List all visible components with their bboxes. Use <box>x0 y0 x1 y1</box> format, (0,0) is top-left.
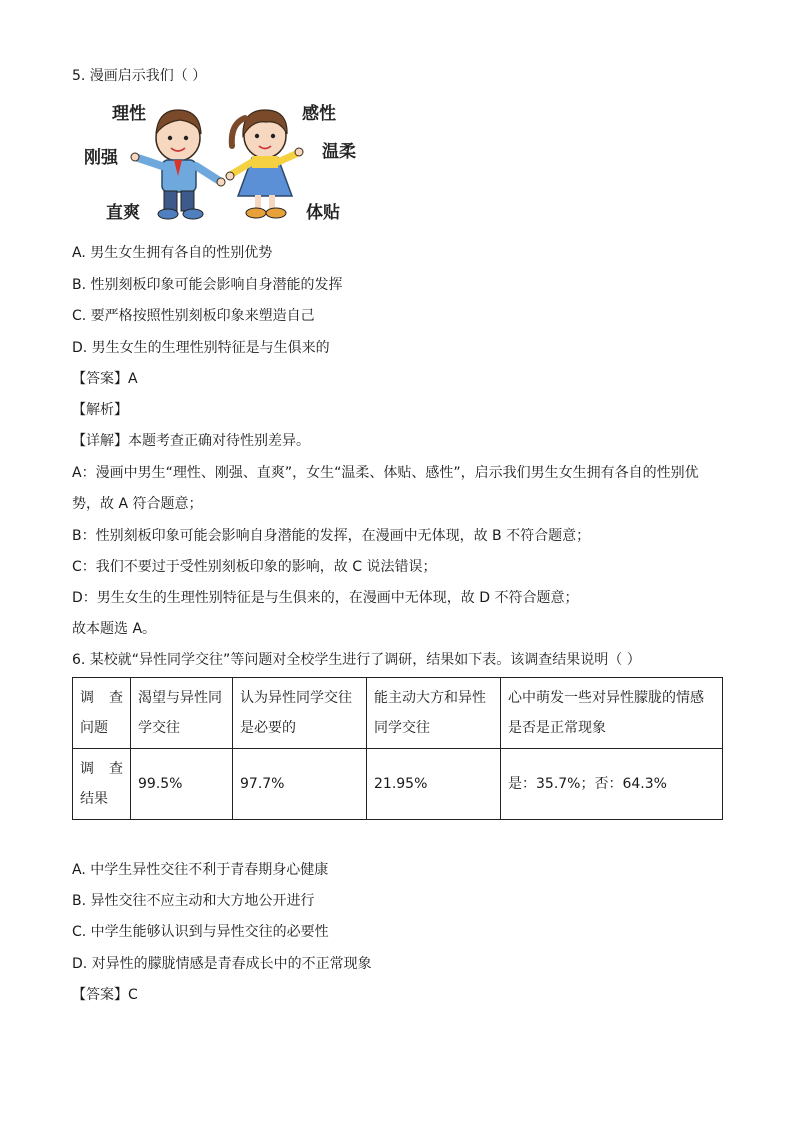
boy-trait-label: 刚强 <box>84 148 118 168</box>
analysis-line: 故本题选 A。 <box>72 621 157 637</box>
girl-trait-label: 感性 <box>302 104 336 124</box>
girl-trait-label: 体贴 <box>306 203 340 223</box>
table-row <box>73 678 723 749</box>
question-6-answer: 【答案】C <box>72 987 138 1003</box>
table-cell: 认为异性同学交往是必要的 <box>233 678 367 749</box>
question-5-option-a: A. 男生女生拥有各自的性别优势 <box>72 245 273 261</box>
table-row <box>73 749 723 820</box>
analysis-line: D：男生女生的生理性别特征是与生俱来的，在漫画中无体现，故 D 不符合题意； <box>72 590 579 606</box>
survey-table <box>72 677 723 820</box>
gender-cartoon <box>80 96 380 226</box>
table-cell: 心中萌发一些对异性朦胧的情感是否是正常现象 <box>501 678 723 749</box>
question-6-option-a: A. 中学生异性交往不利于青春期身心健康 <box>72 862 329 878</box>
analysis-line: B：性别刻板印象可能会影响自身潜能的发挥，在漫画中无体现，故 B 不符合题意； <box>72 528 591 544</box>
analysis-line: C：我们不要过于受性别刻板印象的影响，故 C 说法错误； <box>72 559 437 575</box>
cartoon-illustration <box>80 96 380 226</box>
question-5-option-c: C. 要严格按照性别刻板印象来塑造自己 <box>72 308 315 324</box>
girl-trait-label: 温柔 <box>322 142 356 162</box>
table-cell: 调 查 结果 <box>73 749 131 820</box>
boy-trait-label: 直爽 <box>106 203 140 223</box>
table-cell: 是：35.7%；否：64.3% <box>501 749 723 820</box>
question-5-answer: 【答案】A <box>72 371 138 387</box>
table-cell: 21.95% <box>367 749 501 820</box>
table-cell: 调 查 问题 <box>73 678 131 749</box>
boy-figure <box>131 110 225 219</box>
table-cell: 99.5% <box>131 749 233 820</box>
girl-figure <box>226 110 303 218</box>
table-cell: 能主动大方和异性同学交往 <box>367 678 501 749</box>
analysis-line: A：漫画中男生“理性、刚强、直爽”，女生“温柔、体贴、感性”，启示我们男生女生拥有各自的性别优 <box>72 465 699 481</box>
question-6-option-c: C. 中学生能够认识到与异性交往的必要性 <box>72 924 329 940</box>
question-6-option-d: D. 对异性的朦胧情感是青春成长中的不正常现象 <box>72 956 372 972</box>
table-cell: 渴望与异性同学交往 <box>131 678 233 749</box>
question-5-stem: 5. 漫画启示我们（ ） <box>72 68 207 84</box>
table-cell: 97.7% <box>233 749 367 820</box>
question-5-analysis-label: 【解析】 <box>72 402 128 418</box>
question-5-option-b: B. 性别刻板印象可能会影响自身潜能的发挥 <box>72 277 343 293</box>
analysis-line: 势，故 A 符合题意； <box>72 496 203 512</box>
boy-trait-label: 理性 <box>112 104 146 124</box>
question-5-option-d: D. 男生女生的生理性别特征是与生俱来的 <box>72 340 330 356</box>
analysis-line: 【详解】本题考查正确对待性别差异。 <box>72 433 310 449</box>
question-6-stem: 6. 某校就“异性同学交往”等问题对全校学生进行了调研，结果如下表。该调查结果说明（ ） <box>72 652 641 668</box>
question-6-option-b: B. 异性交往不应主动和大方地公开进行 <box>72 893 315 909</box>
